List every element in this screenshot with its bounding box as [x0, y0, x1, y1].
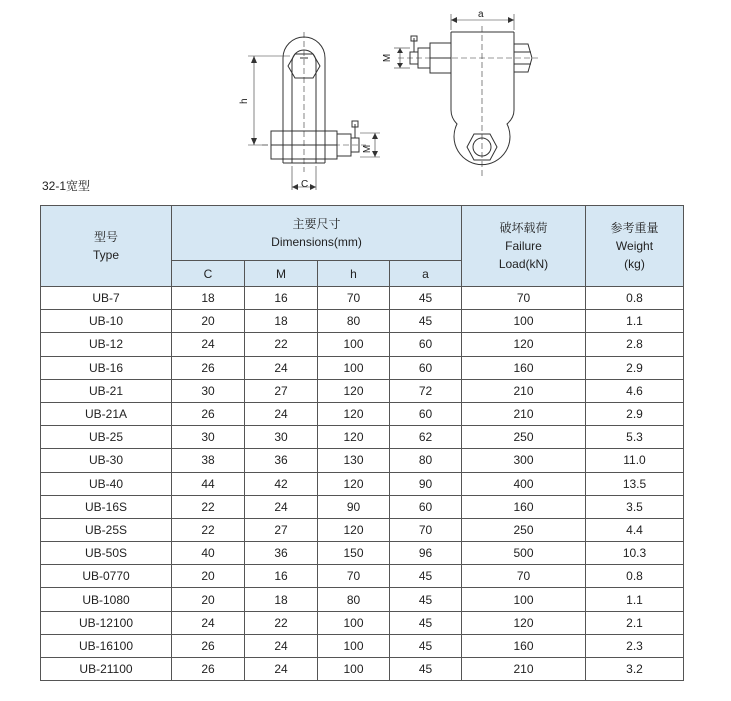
header-weight-en1: Weight: [615, 239, 654, 253]
cell-m: 18: [245, 310, 318, 333]
cell-a: 45: [390, 565, 462, 588]
table-row: [41, 542, 684, 565]
table-row: [41, 634, 684, 657]
header-failure-en1: Failure: [505, 239, 542, 253]
header-dims-cn: 主要尺寸: [292, 217, 341, 231]
table-row: [41, 333, 684, 356]
cell-h: 150: [318, 542, 390, 565]
label-c: C: [301, 179, 309, 190]
cell-h: 130: [318, 449, 390, 472]
header-dims-en: Dimensions(mm): [271, 235, 362, 249]
cell-type: UB-50S: [41, 542, 172, 565]
cell-weight: 13.5: [586, 472, 684, 495]
label-h: h: [239, 98, 250, 104]
table-row: [41, 379, 684, 402]
cell-failure-load: 210: [462, 402, 586, 425]
table-row: [41, 588, 684, 611]
cell-a: 45: [390, 611, 462, 634]
side-view: [394, 14, 538, 176]
header-h: h: [318, 261, 390, 287]
cell-a: 45: [390, 310, 462, 333]
cell-type: UB-10: [41, 310, 172, 333]
header-dimensions: [172, 206, 462, 261]
cell-m: 24: [245, 634, 318, 657]
cell-c: 24: [172, 333, 245, 356]
cell-m: 24: [245, 356, 318, 379]
cell-c: 44: [172, 472, 245, 495]
cell-h: 70: [318, 287, 390, 310]
cell-h: 80: [318, 310, 390, 333]
cell-weight: 1.1: [586, 310, 684, 333]
cell-a: 72: [390, 379, 462, 402]
cell-a: 45: [390, 588, 462, 611]
cell-failure-load: 250: [462, 518, 586, 541]
header-weight-cn: 参考重量: [610, 221, 659, 235]
table-row: [41, 449, 684, 472]
cell-type: UB-16S: [41, 495, 172, 518]
cell-h: 90: [318, 495, 390, 518]
cell-failure-load: 160: [462, 356, 586, 379]
cell-m: 24: [245, 495, 318, 518]
cell-type: UB-16100: [41, 634, 172, 657]
cell-h: 100: [318, 356, 390, 379]
cell-h: 100: [318, 333, 390, 356]
cell-a: 60: [390, 402, 462, 425]
cell-c: 22: [172, 518, 245, 541]
cell-failure-load: 70: [462, 565, 586, 588]
cell-c: 26: [172, 634, 245, 657]
cell-type: UB-7: [41, 287, 172, 310]
cell-failure-load: 400: [462, 472, 586, 495]
cell-c: 30: [172, 426, 245, 449]
cell-failure-load: 500: [462, 542, 586, 565]
cell-failure-load: 70: [462, 287, 586, 310]
cell-a: 96: [390, 542, 462, 565]
cell-weight: 0.8: [586, 565, 684, 588]
header-type-cn: 型号: [93, 230, 118, 244]
table-row: [41, 565, 684, 588]
header-type: [41, 206, 172, 287]
header-a: a: [390, 261, 462, 287]
header-weight: [586, 206, 684, 287]
cell-weight: 2.9: [586, 356, 684, 379]
table-row: [41, 518, 684, 541]
cell-m: 22: [245, 611, 318, 634]
cell-type: UB-21100: [41, 658, 172, 681]
cell-weight: 2.3: [586, 634, 684, 657]
cell-a: 45: [390, 658, 462, 681]
cell-a: 60: [390, 495, 462, 518]
cell-weight: 5.3: [586, 426, 684, 449]
cell-weight: 3.2: [586, 658, 684, 681]
cell-c: 20: [172, 310, 245, 333]
cell-weight: 2.9: [586, 402, 684, 425]
cell-a: 70: [390, 518, 462, 541]
cell-type: UB-21A: [41, 402, 172, 425]
table-row: [41, 472, 684, 495]
front-view: [248, 32, 380, 190]
cell-type: UB-40: [41, 472, 172, 495]
cell-failure-load: 160: [462, 634, 586, 657]
cell-m: 16: [245, 565, 318, 588]
cell-m: 27: [245, 518, 318, 541]
cell-type: UB-12100: [41, 611, 172, 634]
cell-type: UB-12: [41, 333, 172, 356]
cell-weight: 11.0: [586, 449, 684, 472]
cell-failure-load: 160: [462, 495, 586, 518]
cell-m: 24: [245, 658, 318, 681]
technical-drawing: [0, 0, 731, 200]
cell-m: 18: [245, 588, 318, 611]
table-row: [41, 356, 684, 379]
cell-h: 80: [318, 588, 390, 611]
cell-h: 120: [318, 402, 390, 425]
figure-caption: 32-1宽型: [42, 179, 91, 193]
cell-failure-load: 300: [462, 449, 586, 472]
cell-m: 30: [245, 426, 318, 449]
cell-m: 22: [245, 333, 318, 356]
header-failure-en2: Load(kN): [498, 257, 549, 271]
cell-type: UB-1080: [41, 588, 172, 611]
cell-weight: 0.8: [586, 287, 684, 310]
cell-a: 45: [390, 634, 462, 657]
cell-weight: 2.8: [586, 333, 684, 356]
label-m-left: M: [382, 53, 393, 63]
cell-m: 36: [245, 449, 318, 472]
table-row: [41, 658, 684, 681]
cell-type: UB-0770: [41, 565, 172, 588]
header-c: C: [172, 261, 245, 287]
cell-c: 18: [172, 287, 245, 310]
header-failure-load: [462, 206, 586, 287]
cell-h: 100: [318, 611, 390, 634]
label-a: a: [478, 9, 484, 20]
cell-m: 36: [245, 542, 318, 565]
cell-c: 20: [172, 565, 245, 588]
cell-failure-load: 250: [462, 426, 586, 449]
header-m: M: [245, 261, 318, 287]
cell-a: 45: [390, 287, 462, 310]
header-type-en: Type: [92, 248, 119, 262]
cell-weight: 2.1: [586, 611, 684, 634]
cell-a: 62: [390, 426, 462, 449]
cell-h: 100: [318, 658, 390, 681]
table-row: [41, 426, 684, 449]
cell-c: 26: [172, 356, 245, 379]
cell-m: 27: [245, 379, 318, 402]
cell-m: 16: [245, 287, 318, 310]
cell-h: 120: [318, 426, 390, 449]
cell-h: 120: [318, 518, 390, 541]
cell-c: 40: [172, 542, 245, 565]
cell-c: 24: [172, 611, 245, 634]
cell-type: UB-30: [41, 449, 172, 472]
cell-h: 70: [318, 565, 390, 588]
cell-failure-load: 210: [462, 658, 586, 681]
cell-h: 100: [318, 634, 390, 657]
header-failure-cn: 破坏载荷: [499, 221, 548, 235]
cell-failure-load: 120: [462, 333, 586, 356]
table-row: [41, 402, 684, 425]
cell-type: UB-25S: [41, 518, 172, 541]
table-row: [41, 611, 684, 634]
table-row: [41, 495, 684, 518]
cell-a: 90: [390, 472, 462, 495]
cell-weight: 3.5: [586, 495, 684, 518]
cell-type: UB-21: [41, 379, 172, 402]
label-m-right: M: [362, 144, 373, 154]
cell-h: 120: [318, 472, 390, 495]
cell-weight: 10.3: [586, 542, 684, 565]
cell-c: 30: [172, 379, 245, 402]
cell-a: 60: [390, 356, 462, 379]
cell-failure-load: 100: [462, 588, 586, 611]
header-weight-en2: (kg): [624, 257, 645, 271]
cell-a: 60: [390, 333, 462, 356]
cell-h: 120: [318, 379, 390, 402]
cell-failure-load: 100: [462, 310, 586, 333]
table-row: [41, 287, 684, 310]
spec-table: [40, 205, 684, 681]
cell-m: 42: [245, 472, 318, 495]
cell-m: 24: [245, 402, 318, 425]
cell-failure-load: 210: [462, 379, 586, 402]
cell-failure-load: 120: [462, 611, 586, 634]
cell-weight: 4.4: [586, 518, 684, 541]
cell-type: UB-16: [41, 356, 172, 379]
cell-weight: 4.6: [586, 379, 684, 402]
cell-a: 80: [390, 449, 462, 472]
cell-weight: 1.1: [586, 588, 684, 611]
cell-c: 20: [172, 588, 245, 611]
cell-type: UB-25: [41, 426, 172, 449]
cell-c: 22: [172, 495, 245, 518]
cell-c: 38: [172, 449, 245, 472]
cell-c: 26: [172, 402, 245, 425]
cell-c: 26: [172, 658, 245, 681]
table-row: [41, 310, 684, 333]
